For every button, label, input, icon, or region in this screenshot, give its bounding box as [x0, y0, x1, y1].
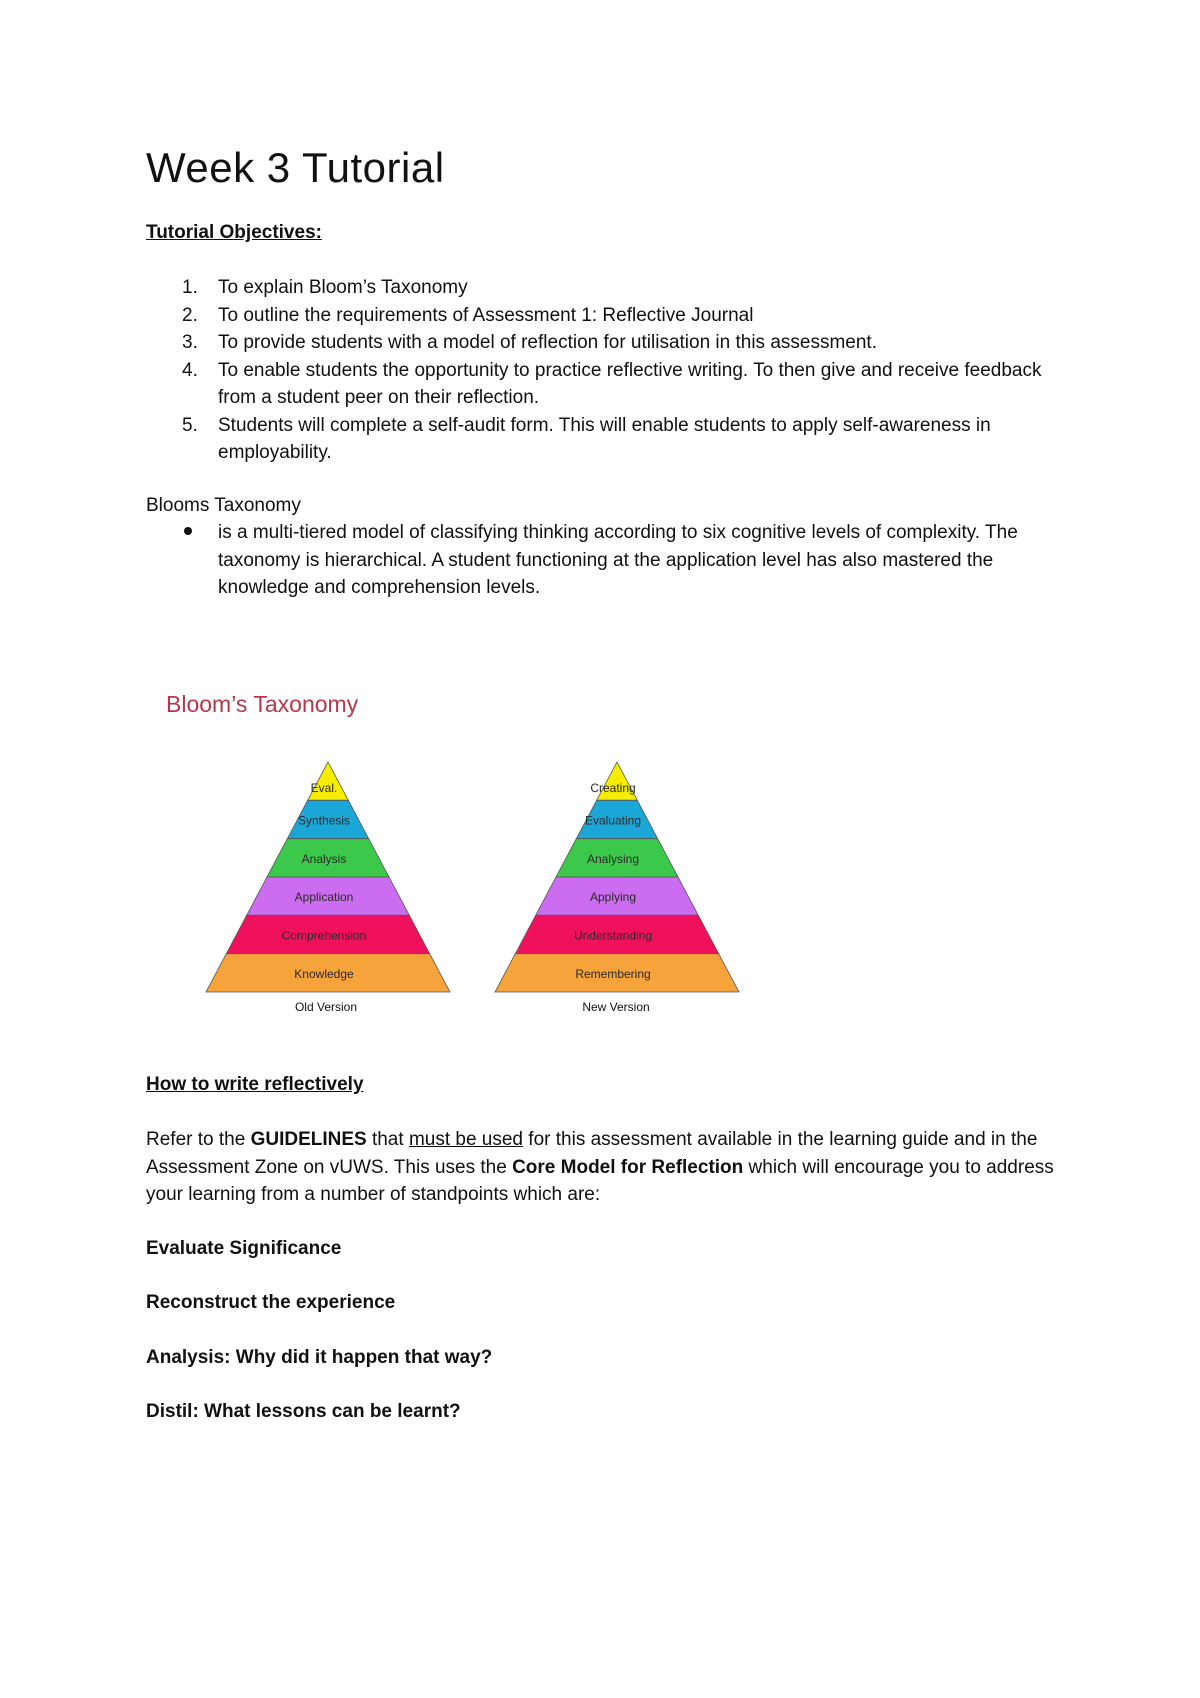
bullet-icon — [184, 527, 192, 535]
pyramid-level-label: Knowledge — [294, 966, 354, 981]
blooms-bullet-list — [146, 519, 1066, 602]
pyramid-level-label: Application — [294, 890, 354, 905]
list-item: is a multi-tiered model of classifying thinking according to six cognitive levels of complexity. The taxonomy is hierarchical. A student functioning at the application level has also mastered the knowledge and comprehension levels. — [146, 519, 1066, 602]
blooms-heading: Blooms Taxonomy — [146, 495, 301, 516]
pyramid-level-label: Analysing — [586, 851, 640, 866]
list-item: 2. To outline the requirements of Assessment 1: Reflective Journal — [182, 304, 754, 326]
pyramid-level-label: Creating — [590, 781, 636, 796]
pyramid-level-label: Applying — [589, 890, 637, 905]
pyramid-level-label: Eval. — [310, 781, 338, 796]
pyramid-level-label: Remembering — [575, 966, 651, 981]
pyramid-level-label: Comprehension — [281, 928, 367, 943]
pyramid-level-label: Synthesis — [297, 813, 351, 828]
list-item: 3. To provide students with a model of reflection for utilisation in this assessment. — [182, 332, 877, 353]
reflect-heading: How to write reflectively — [146, 1074, 364, 1095]
list-item: 5. Students will complete a self-audit form. This will enable students to apply self-awareness in employability. — [182, 414, 991, 463]
page-title: Week 3 Tutorial — [146, 144, 445, 191]
standpoint-item: Evaluate Significance — [146, 1238, 342, 1259]
pyramid-level-label: Understanding — [573, 928, 653, 943]
pyramid-level-label: Evaluating — [584, 813, 642, 828]
list-item: 4. To enable students the opportunity to practice reflective writing. To then give and receive feedback from a student peer on their reflection. — [182, 359, 1042, 408]
objectives-heading: Tutorial Objectives: — [146, 222, 322, 243]
standpoint-item: Analysis: Why did it happen that way? — [146, 1347, 493, 1368]
list-item: 1. To explain Bloom’s Taxonomy — [182, 277, 468, 298]
objectives-list — [146, 274, 1066, 467]
pyramid-level-label: Analysis — [301, 851, 347, 866]
new-version-caption: New Version — [582, 1000, 650, 1014]
old-version-caption: Old Version — [294, 1000, 358, 1014]
blooms-taxonomy-figure — [140, 680, 780, 1020]
standpoint-item: Reconstruct the experience — [146, 1292, 396, 1313]
reflect-paragraph: Refer to the GUIDELINES that must be used for this assessment available in the learning guide and in the Assessment Zone on vUWS. This uses the Core Model for Reflection which will encourage you to address your learning from a number of standpoints which are: — [146, 1129, 1054, 1205]
old-version-pyramid — [206, 762, 450, 992]
figure-title: Bloom’s Taxonomy — [166, 691, 359, 717]
new-version-pyramid — [495, 762, 739, 992]
standpoint-item: Distil: What lessons can be learnt? — [146, 1401, 461, 1422]
